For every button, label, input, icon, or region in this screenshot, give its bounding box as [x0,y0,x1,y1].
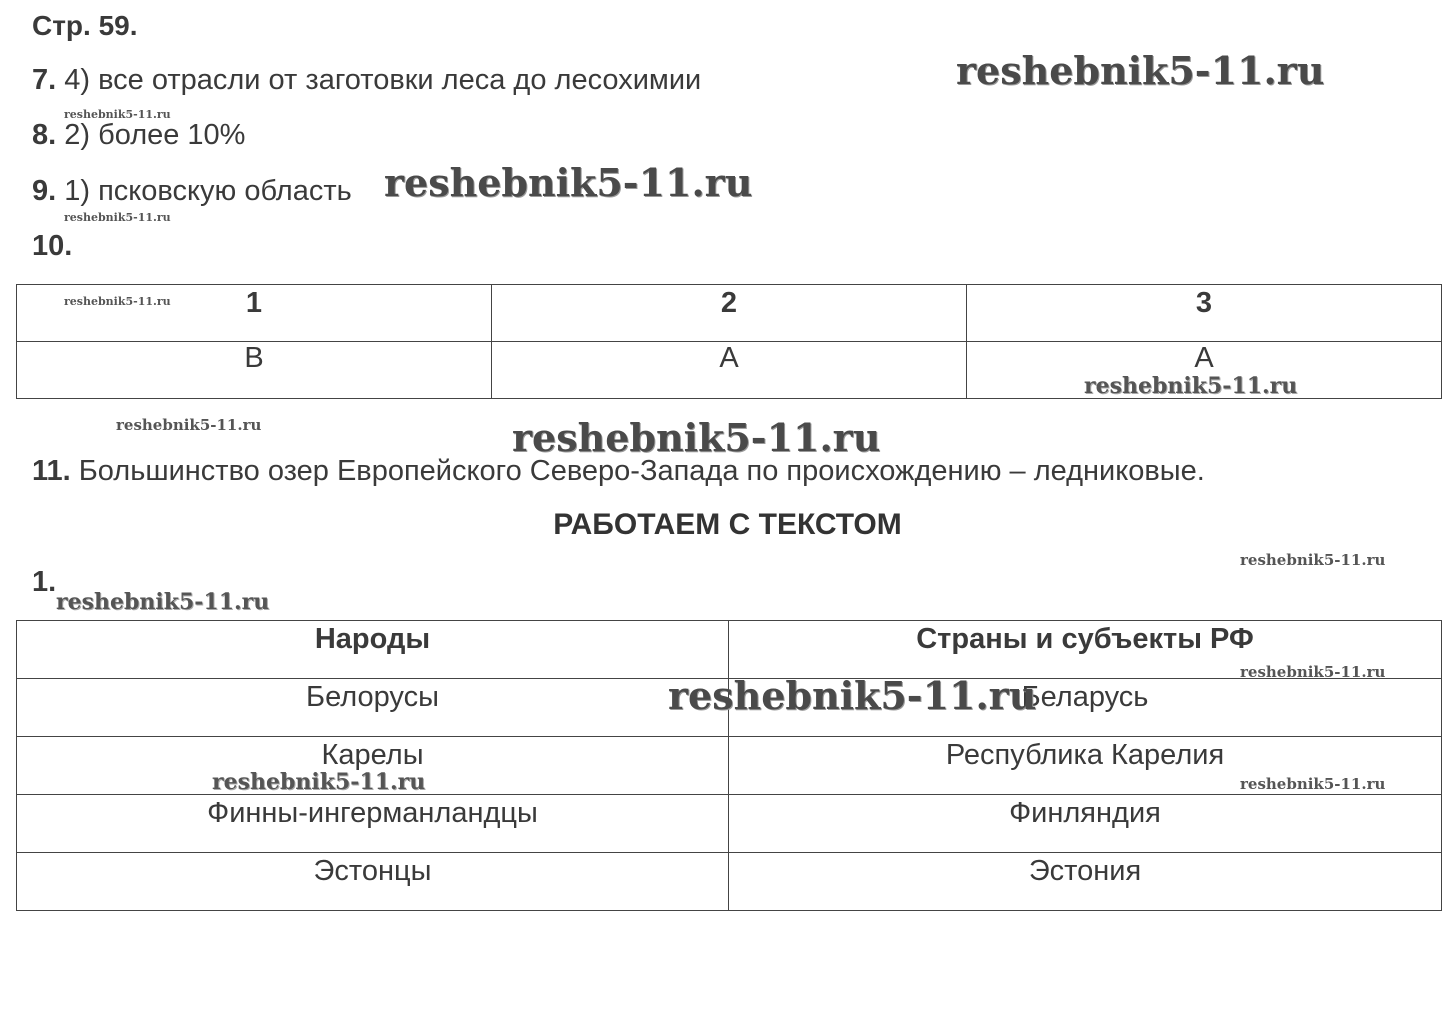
table-header-cell: Народы [17,621,729,679]
table-row [17,853,1442,911]
answer-text: 4) все отрасли от заготовки леса до лесохимии [56,64,702,96]
watermark: reshebnik5-11.ru [1240,663,1386,681]
table-cell: Республика Карелия [729,737,1442,795]
table-header-cell: 1 [17,285,492,342]
answer-number: 11. [32,455,71,487]
watermark: reshebnik5-11.ru [668,673,1037,718]
table-cell: Карелы [17,737,729,795]
answer-text: 1) псковскую область [56,175,352,207]
task-1-label [32,566,56,599]
watermark: reshebnik5-11.ru [512,415,881,460]
table-row [17,795,1442,853]
table-header-cell: 2 [492,285,967,342]
watermark: reshebnik5-11.ru [1084,373,1298,399]
table-cell: Белорусы [17,679,729,737]
watermark: reshebnik5-11.ru [64,295,171,308]
table-cell: Финны-ингерманландцы [17,795,729,853]
watermark: reshebnik5-11.ru [64,108,171,121]
answer-text: Большинство озер Европейского Северо-Запада по происхождению – ледниковые. [70,455,1205,487]
table-cell: В [17,342,492,399]
answer-number: 1. [32,566,57,598]
table-header-row [17,621,1442,679]
page-reference: Стр. 59. [32,10,138,41]
table-cell: А [492,342,967,399]
answer-number: 9. [32,175,57,207]
answer-number: 10. [32,230,73,262]
watermark: reshebnik5-11.ru [1240,551,1386,569]
table-cell: Финляндия [729,795,1442,853]
table-header-row [17,285,1442,342]
section-heading: РАБОТАЕМ С ТЕКСТОМ [553,508,902,541]
peoples-countries-table [16,620,1442,911]
table-cell: А [967,342,1442,399]
answer-9 [32,175,352,208]
watermark: reshebnik5-11.ru [956,48,1325,93]
table-cell: Эстония [729,853,1442,911]
answer-8 [32,119,245,152]
table-header-cell: 3 [967,285,1442,342]
answer-number: 7. [32,64,57,96]
answer-7 [32,64,701,97]
answer-10 [32,230,72,263]
table-header-cell: Страны и субъекты РФ [729,621,1442,679]
watermark: reshebnik5-11.ru [1240,775,1386,793]
table-cell: Беларусь [729,679,1442,737]
watermark: reshebnik5-11.ru [212,769,426,795]
answer-number: 8. [32,119,57,151]
watermark: reshebnik5-11.ru [64,211,171,224]
watermark: reshebnik5-11.ru [384,160,753,205]
watermark: reshebnik5-11.ru [56,589,270,615]
answer-text: 2) более 10% [56,119,246,151]
watermark: reshebnik5-11.ru [116,416,262,434]
table-cell: Эстонцы [17,853,729,911]
